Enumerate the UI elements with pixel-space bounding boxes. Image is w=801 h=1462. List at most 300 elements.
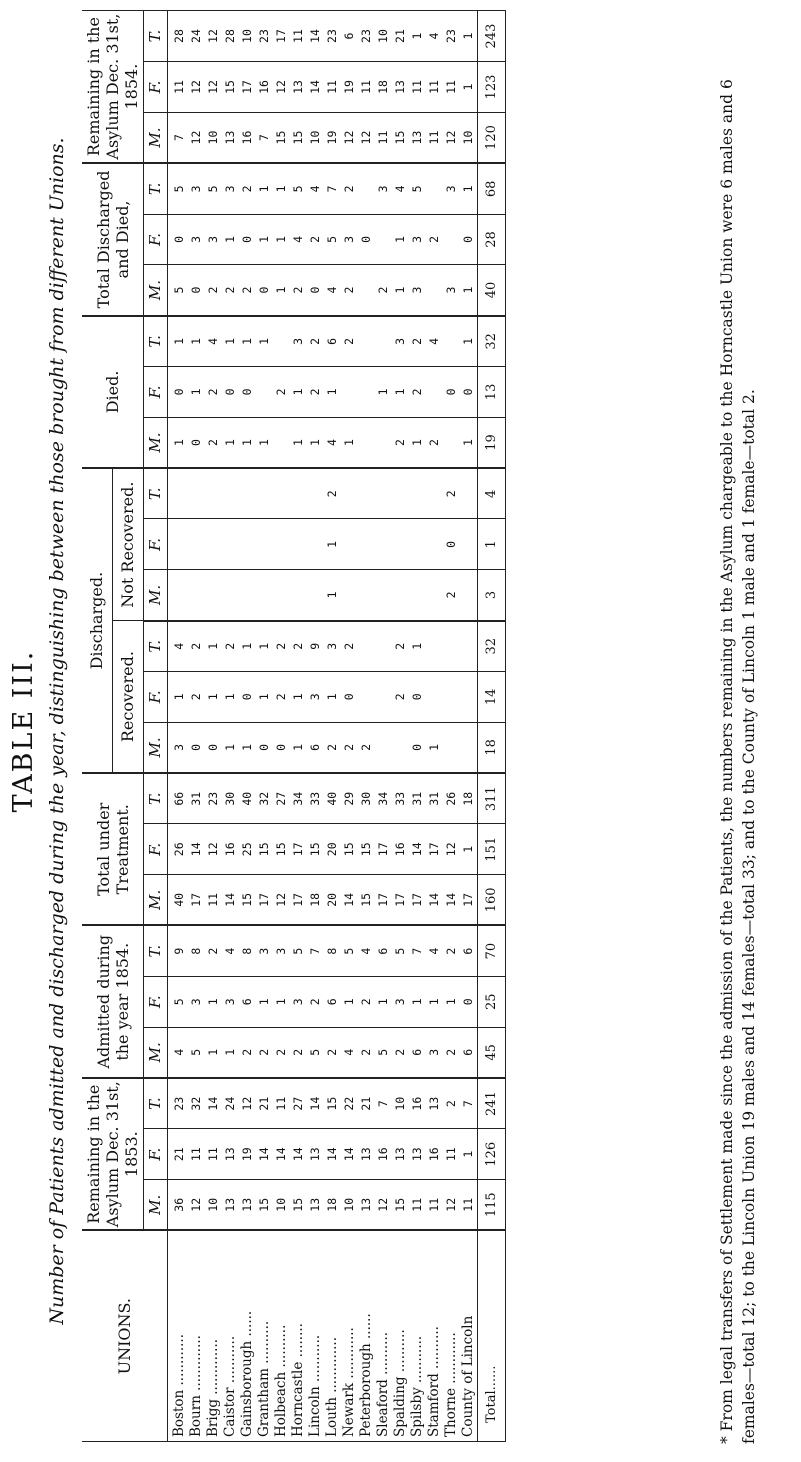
table-cell: 3 [342, 235, 356, 243]
table-cell: 2 [240, 185, 254, 193]
table-cell: 3 [223, 998, 237, 1006]
table-cell: 11 [410, 80, 424, 94]
table-cell [443, 215, 460, 265]
table-cell: 0 [461, 998, 475, 1006]
table-cell [307, 469, 324, 518]
rem1854-t-total: 243 [478, 11, 506, 62]
table-cell: 11 [359, 80, 373, 94]
table-cell: 15 [257, 1197, 271, 1212]
rem1853-m-total: 115 [478, 1180, 506, 1231]
table-cell: 19 [325, 130, 339, 145]
tut-f-column [168, 824, 478, 875]
table-cell [341, 570, 358, 619]
tut-m-header: M. [144, 875, 168, 926]
table-cell: 2 [223, 286, 237, 294]
nrec-t-header: T. [144, 468, 168, 519]
table-cell: 9 [172, 947, 186, 955]
table-cell: 30 [223, 791, 237, 806]
table-cell: 12 [206, 842, 220, 857]
table-cell: 5 [189, 1048, 203, 1056]
table-cell: 10 [206, 1197, 220, 1212]
table-cell: 2 [206, 388, 220, 396]
union-name: Stamford .......... [426, 1326, 442, 1437]
table-cell: 11 [206, 1147, 220, 1162]
table-cell: 1 [172, 439, 186, 446]
union-name: Spilsby ........... [409, 1335, 425, 1437]
unions-list [168, 1230, 478, 1441]
table-cell: 5 [172, 998, 186, 1006]
table-cell: 1 [206, 693, 220, 701]
table-cell: 16 [427, 1147, 441, 1162]
table-cell: 1 [257, 185, 271, 193]
table-cell: 2 [291, 1048, 305, 1056]
table-cell: 1 [325, 693, 339, 701]
table-cell: 0 [189, 286, 203, 294]
table-cell: 5 [206, 185, 220, 193]
table-cell: 13 [291, 80, 305, 94]
table-cell: 12 [206, 80, 220, 94]
table-cell: 12 [444, 130, 458, 145]
total-discharged-died-header: Total Discharged and Died, [82, 163, 144, 315]
table-cell: 3 [444, 286, 458, 294]
table-cell: 2 [223, 642, 237, 650]
table-cell [358, 469, 375, 518]
table-cell: 0 [257, 286, 271, 294]
union-name: Bourn ............. [188, 1335, 204, 1437]
table-cell: 0 [257, 743, 271, 751]
table-cell: 3 [172, 743, 186, 751]
table-cell: 17 [461, 892, 475, 907]
table-cell: 16 [393, 842, 407, 857]
table-cell: 13 [359, 1147, 373, 1162]
table-cell: 0 [240, 693, 254, 701]
table-cell: 28 [172, 29, 186, 43]
table-cell: 1 [274, 286, 288, 294]
table-cell: 4 [308, 185, 322, 193]
table-cell: 13 [223, 1147, 237, 1162]
table-cell: 13 [427, 1096, 441, 1111]
table-cell: 17 [427, 842, 441, 857]
table-cell [273, 570, 290, 619]
table-cell: 3 [427, 1048, 441, 1056]
table-cell: 1 [461, 185, 475, 193]
table-cell: 14 [291, 1147, 305, 1162]
table-cell: 0 [342, 693, 356, 701]
table-cell: 26 [444, 791, 458, 806]
died-f-total: 13 [478, 367, 506, 418]
table-cell: 0 [359, 235, 373, 243]
rem1854-f-header: F. [144, 62, 168, 113]
rem1854-m-column [168, 112, 478, 163]
table-cell: 2 [325, 490, 339, 498]
union-name: Lincoln ........... [307, 1334, 323, 1437]
table-cell: 0 [444, 540, 458, 548]
table-cell: 4 [172, 1048, 186, 1056]
table-cell: 2 [325, 743, 339, 751]
tut-m-total: 160 [478, 875, 506, 926]
table-cell: 6 [325, 337, 339, 345]
rec-t-column [168, 621, 478, 672]
table-cell: 6 [325, 998, 339, 1006]
nrec-m-total: 3 [478, 570, 506, 621]
table-cell: 12 [189, 130, 203, 145]
nrec-f-header: F. [144, 519, 168, 570]
table-cell [443, 317, 460, 366]
table-cell [460, 672, 477, 722]
table-cell: 33 [308, 791, 322, 806]
table-cell [426, 469, 443, 518]
table-cell [443, 723, 460, 772]
table-cell: 1 [461, 32, 475, 40]
died-m-total: 19 [478, 417, 506, 468]
table-cell: 23 [325, 29, 339, 43]
table-cell [307, 570, 324, 619]
table-cell: 29 [342, 791, 356, 806]
table-cell: 0 [274, 743, 288, 751]
table-cell: 16 [240, 130, 254, 145]
table-cell [290, 519, 307, 569]
table-cell: 7 [308, 947, 322, 955]
table-cell: 15 [342, 842, 356, 857]
table-cell: 17 [189, 892, 203, 907]
table-cell: 14 [308, 80, 322, 94]
table-cell: 34 [376, 791, 390, 806]
table-cell: 40 [172, 892, 186, 907]
table-cell: 5 [308, 1048, 322, 1056]
table-cell: 17 [274, 29, 288, 43]
table-cell: 2 [342, 743, 356, 751]
table-cell [375, 570, 392, 619]
table-cell: 7 [257, 134, 271, 141]
not-recovered-header: Not Recovered. [112, 468, 143, 620]
table-cell: 6 [461, 947, 475, 955]
table-cell [205, 570, 222, 619]
table-cell: 1 [206, 642, 220, 650]
table-cell: 13 [308, 1147, 322, 1162]
table-cell: 12 [206, 29, 220, 43]
tdd-f-header: F. [144, 214, 168, 265]
patients-table [82, 10, 506, 1442]
table-cell: 11 [274, 1096, 288, 1111]
table-cell: 5 [410, 185, 424, 193]
union-name: Boston ............ [171, 1333, 187, 1437]
table-cell: 15 [359, 892, 373, 907]
table-cell: 2 [444, 591, 458, 599]
nrec-m-column [168, 570, 478, 621]
table-cell [307, 519, 324, 569]
table-cell: 1 [291, 388, 305, 396]
table-cell [375, 215, 392, 265]
table-cell: 14 [189, 842, 203, 857]
table-cell: 15 [274, 130, 288, 145]
rec-f-column [168, 671, 478, 722]
table-cell: 1 [223, 1048, 237, 1056]
table-cell: 15 [274, 842, 288, 857]
tdd-f-total: 28 [478, 214, 506, 265]
died-header: Died. [82, 316, 144, 468]
table-cell: 1 [240, 642, 254, 650]
table-cell: 8 [189, 947, 203, 955]
table-cell: 1 [257, 235, 271, 243]
table-cell: 0 [444, 388, 458, 396]
table-cell: 31 [427, 791, 441, 806]
table-cell: 2 [308, 388, 322, 396]
table-cell [358, 265, 375, 314]
table-cell [358, 672, 375, 722]
table-cell [460, 570, 477, 619]
table-cell: 11 [427, 1197, 441, 1212]
table-cell: 2 [291, 642, 305, 650]
table-cell: 7 [461, 1100, 475, 1108]
table-cell: 2 [274, 642, 288, 650]
table-cell [443, 418, 460, 467]
table-cell [188, 570, 205, 619]
table-cell: 2 [189, 642, 203, 650]
table-cell [341, 469, 358, 518]
table-cell: 0 [410, 743, 424, 751]
table-cell: 1 [257, 693, 271, 701]
table-cell: 1 [223, 439, 237, 446]
table-cell: 5 [291, 185, 305, 193]
rec-t-header: T. [144, 621, 168, 672]
table-cell: 1 [325, 591, 339, 599]
died-f-column [168, 367, 478, 418]
table-cell: 11 [444, 80, 458, 94]
table-cell: 3 [376, 185, 390, 193]
table-cell [273, 519, 290, 569]
table-cell: 34 [291, 791, 305, 806]
rec-f-header: F. [144, 671, 168, 722]
table-cell: 15 [393, 1197, 407, 1212]
adm-f-total: 25 [478, 976, 506, 1027]
table-cell: 3 [274, 947, 288, 955]
tdd-m-column [168, 265, 478, 316]
table-cell: 5 [342, 947, 356, 955]
table-cell [426, 519, 443, 569]
table-cell: 1 [172, 693, 186, 701]
table-cell [222, 519, 239, 569]
table-cell [426, 164, 443, 213]
union-name: Gainsborough ...... [239, 1310, 255, 1437]
adm-f-header: F. [144, 976, 168, 1027]
table-cell [358, 418, 375, 467]
table-cell: 15 [359, 842, 373, 857]
table-cell: 2 [308, 235, 322, 243]
table-cell: 1 [461, 439, 475, 446]
table-cell: 0 [240, 388, 254, 396]
table-cell: 18 [461, 791, 475, 806]
table-cell: 32 [257, 791, 271, 806]
table-cell: 3 [410, 235, 424, 243]
table-cell: 11 [410, 1197, 424, 1212]
table-cell: 24 [189, 29, 203, 43]
table-cell: 2 [444, 1048, 458, 1056]
table-cell: 3 [325, 642, 339, 650]
table-cell: 11 [189, 1147, 203, 1162]
table-cell: 7 [172, 134, 186, 141]
table-cell [426, 367, 443, 417]
table-cell: 18 [308, 892, 322, 907]
table-cell: 1 [223, 693, 237, 701]
tdd-f-column [168, 214, 478, 265]
table-cell: 1 [223, 743, 237, 751]
table-cell: 1 [257, 439, 271, 446]
table-cell: 27 [291, 1096, 305, 1111]
table-cell: 3 [393, 998, 407, 1006]
table-cell: 1 [376, 388, 390, 396]
table-cell: 31 [410, 791, 424, 806]
table-cell: 3 [189, 185, 203, 193]
total-row [478, 11, 506, 1442]
union-name: Holbeach .......... [273, 1324, 289, 1437]
table-cell: 13 [223, 1197, 237, 1212]
table-cell: 1 [172, 337, 186, 345]
table-cell: 11 [444, 1147, 458, 1162]
table-cell: 10 [376, 29, 390, 43]
rem1854-t-column [168, 11, 478, 62]
adm-f-column [168, 976, 478, 1027]
table-cell: 27 [274, 791, 288, 806]
table-cell: 3 [189, 235, 203, 243]
table-cell: 4 [342, 1048, 356, 1056]
union-name: Newark ............ [341, 1327, 357, 1437]
table-cell: 23 [359, 29, 373, 43]
table-cell: 17 [376, 892, 390, 907]
table-cell: 13 [393, 1147, 407, 1162]
table-cell: 0 [189, 439, 203, 446]
table-cell: 18 [325, 1197, 339, 1212]
table-cell: 4 [427, 32, 441, 40]
table-cell: 14 [410, 842, 424, 857]
table-cell: 2 [342, 337, 356, 345]
table-cell: 24 [223, 1096, 237, 1111]
table-cell [358, 622, 375, 671]
table-cell: 11 [325, 80, 339, 94]
adm-m-total: 45 [478, 1027, 506, 1078]
table-cell [392, 723, 409, 772]
table-cell: 6 [342, 32, 356, 40]
table-cell: 9 [308, 642, 322, 650]
tut-f-header: F. [144, 824, 168, 875]
table-cell: 17 [291, 842, 305, 857]
table-cell: 1 [461, 286, 475, 294]
table-cell [341, 519, 358, 569]
table-cell [290, 469, 307, 518]
table-cell: 33 [393, 791, 407, 806]
table-cell: 7 [325, 185, 339, 193]
table-cell: 1 [240, 439, 254, 446]
table-cell: 1 [427, 998, 441, 1006]
table-cell: 1 [342, 439, 356, 446]
union-name: Horncastle ........ [290, 1323, 306, 1437]
table-cell: 1 [274, 235, 288, 243]
table-cell: 10 [393, 1096, 407, 1111]
table-cell: 2 [308, 337, 322, 345]
table-cell: 5 [291, 947, 305, 955]
table-cell: 7 [410, 947, 424, 955]
rem1853-m-header: M. [144, 1180, 168, 1231]
table-cell: 11 [427, 80, 441, 94]
rec-t-total: 32 [478, 621, 506, 672]
table-cell: 16 [223, 842, 237, 857]
table-cell: 11 [376, 130, 390, 145]
table-subtitle: Number of Patients admitted and discharged during the year, distinguishing between those brought from different Unions. [46, 137, 68, 1325]
admitted-header: Admitted during the year 1854. [82, 925, 144, 1077]
table-cell [358, 570, 375, 619]
table-cell [426, 570, 443, 619]
table-cell [239, 469, 256, 518]
table-cell: 32 [189, 1096, 203, 1111]
died-t-header: T. [144, 316, 168, 367]
table-cell: 8 [325, 947, 339, 955]
discharged-header: Discharged. [82, 468, 112, 773]
table-cell: 0 [240, 235, 254, 243]
table-cell: 15 [257, 842, 271, 857]
table-cell: 13 [359, 1197, 373, 1212]
adm-m-header: M. [144, 1027, 168, 1078]
table-cell: 3 [410, 286, 424, 294]
table-cell: 22 [342, 1096, 356, 1111]
table-cell: 2 [240, 286, 254, 294]
table-cell: 3 [257, 947, 271, 955]
union-name: Peterborough ...... [358, 1313, 374, 1437]
table-cell: 16 [410, 1096, 424, 1111]
table-cell: 3 [189, 998, 203, 1006]
table-cell [256, 519, 273, 569]
table-cell: 4 [325, 286, 339, 294]
table-cell [358, 317, 375, 366]
table-cell [460, 519, 477, 569]
table-cell: 40 [325, 791, 339, 806]
table-cell: 2 [410, 337, 424, 345]
rec-f-total: 14 [478, 671, 506, 722]
recovered-header: Recovered. [112, 621, 143, 773]
adm-t-total: 70 [478, 925, 506, 976]
table-cell: 23 [206, 791, 220, 806]
table-cell: 2 [257, 1048, 271, 1056]
table-cell: 17 [393, 892, 407, 907]
table-cell: 28 [223, 29, 237, 43]
tdd-t-total: 68 [478, 163, 506, 214]
table-cell: 1 [461, 83, 475, 91]
table-cell: 12 [274, 80, 288, 94]
died-m-header: M. [144, 417, 168, 468]
table-cell: 4 [325, 439, 339, 446]
table-cell [460, 723, 477, 772]
table-cell: 1 [274, 185, 288, 193]
table-cell [392, 570, 409, 619]
table-cell: 6 [461, 1048, 475, 1056]
table-cell: 2 [325, 1048, 339, 1056]
table-cell [375, 622, 392, 671]
table-cell [273, 317, 290, 366]
tut-f-total: 151 [478, 824, 506, 875]
table-cell [375, 418, 392, 467]
table-cell: 14 [274, 1147, 288, 1162]
table-cell [188, 519, 205, 569]
rem1853-m-column [168, 1180, 478, 1231]
table-cell: 14 [257, 1147, 271, 1162]
table-cell: 10 [461, 130, 475, 145]
table-cell [171, 469, 188, 518]
table-cell: 13 [223, 130, 237, 145]
tdd-t-column [168, 163, 478, 214]
table-cell: 12 [274, 892, 288, 907]
table-cell: 10 [206, 130, 220, 145]
table-cell [460, 622, 477, 671]
table-cell: 4 [427, 337, 441, 345]
table-cell: 1 [223, 235, 237, 243]
